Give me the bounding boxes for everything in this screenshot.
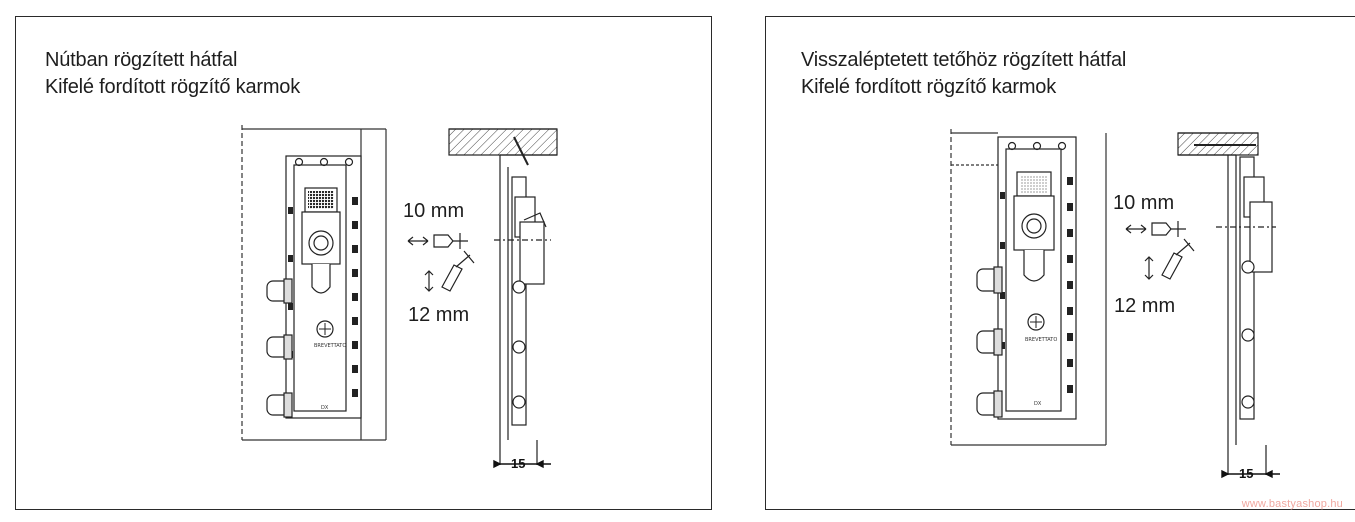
horizontal-adjust-label: 10 mm	[403, 200, 465, 222]
adjustment-icons	[408, 233, 474, 291]
horizontal-arrow-icon	[1126, 225, 1146, 233]
vertical-arrow-icon	[425, 271, 433, 291]
caption-line-2: Kifelé fordított rögzítő karmok	[801, 76, 1057, 98]
logo-text: BREVETTATO	[314, 343, 347, 349]
hanger-technical-drawing	[16, 17, 713, 511]
vertical-arrow-icon	[1145, 257, 1153, 279]
diagram-panel-right	[765, 16, 1355, 510]
caption-line-1: Visszaléptetett tetőhöz rögzített hátfal	[801, 49, 1127, 71]
fixing-claws	[267, 279, 292, 417]
offset-dimension-label: 15	[511, 456, 526, 471]
vertical-adjust-label: 12 mm	[1114, 295, 1176, 317]
cabinet-hanger-front-view	[286, 156, 361, 418]
logo-text: BREVETTATO	[1025, 337, 1058, 343]
screwdriver-icon-2	[442, 265, 462, 291]
screwdriver-icon	[434, 235, 453, 247]
hanger-technical-drawing	[766, 17, 1355, 511]
diagram-panel-left	[15, 16, 712, 510]
cabinet-hanger-front-view	[998, 137, 1076, 419]
screwdriver-icon	[1152, 223, 1171, 235]
part-code-label: DX	[1034, 401, 1042, 407]
adjustment-icons	[1126, 221, 1194, 279]
watermark-text: www.bastyashop.hu	[1241, 498, 1343, 510]
horizontal-adjust-label: 10 mm	[1113, 192, 1175, 214]
screwdriver-icon-2	[1162, 253, 1182, 279]
caption-line-1: Nútban rögzített hátfal	[45, 49, 238, 71]
cabinet-side-section	[1178, 133, 1276, 475]
caption-line-2: Kifelé fordított rögzítő karmok	[45, 76, 301, 98]
offset-dimension-label: 15	[1239, 466, 1254, 481]
cabinet-side-section	[449, 129, 557, 465]
vertical-adjust-label: 12 mm	[408, 304, 470, 326]
fixing-claws	[977, 267, 1002, 417]
horizontal-arrow-icon	[408, 237, 428, 245]
part-code-label: DX	[321, 405, 329, 411]
